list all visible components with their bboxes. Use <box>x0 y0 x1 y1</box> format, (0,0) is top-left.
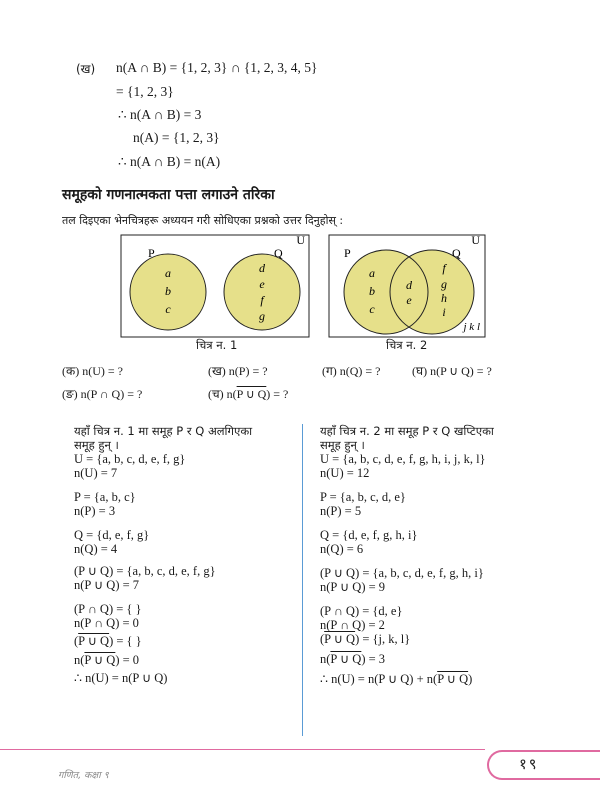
cardinality: n(P ∪ Q) = 9 <box>320 580 386 594</box>
cardinality: n(P ∩ Q) = 0 <box>74 616 139 630</box>
element-label: a <box>165 266 171 280</box>
element-label: e <box>259 277 265 291</box>
universal-label: U <box>296 233 305 247</box>
element-label: f <box>442 261 446 275</box>
set-definition: (P ∩ Q) = {d, e} <box>320 604 403 618</box>
figure-caption: चित्र न. 2 <box>386 338 428 352</box>
figure-caption: चित्र न. 1 <box>196 338 238 352</box>
cardinality: n(U) = 12 <box>320 466 370 480</box>
set-definition: (P ∪ Q) = {j, k, l} <box>320 632 411 646</box>
set-p-label: P <box>344 246 351 260</box>
instruction-text: तल दिइएका भेनचित्रहरू अध्ययन गरी सोधिएका प्रश्नको उत्तर दिनुहोस् : <box>62 214 344 227</box>
set-q-label: Q <box>274 246 283 260</box>
set-q-label: Q <box>452 246 461 260</box>
part-label: (ख) <box>76 62 96 76</box>
cardinality: n(P ∩ Q) = 2 <box>320 618 385 632</box>
element-label: h <box>441 291 447 305</box>
element-label: e <box>406 293 412 307</box>
set-definition: Q = {d, e, f, g} <box>74 528 150 542</box>
footer-rule <box>0 749 485 750</box>
cardinality: n(P ∪ Q) = 3 <box>320 652 386 666</box>
set-definition: Q = {d, e, f, g, h, i} <box>320 528 418 542</box>
set-definition: (P ∪ Q) = { } <box>74 634 142 648</box>
element-label: d <box>406 278 412 292</box>
question-item: (च) n(P ∪ Q) = ? <box>208 387 289 401</box>
universal-label: U <box>471 233 480 247</box>
element-label: g <box>441 277 447 291</box>
venn-diagram-1 <box>118 232 314 340</box>
set-p-label: P <box>148 246 155 260</box>
set-definition: U = {a, b, c, d, e, f, g, h, i, j, k, l} <box>320 452 486 466</box>
question-item: (ग) n(Q) = ? <box>322 364 381 378</box>
set-definition: (P ∩ Q) = { } <box>74 602 142 616</box>
column-divider <box>302 424 303 736</box>
element-label: g <box>259 309 265 323</box>
cardinality: n(Q) = 6 <box>320 542 364 556</box>
set-definition: P = {a, b, c} <box>74 490 136 504</box>
element-label: a <box>369 266 375 280</box>
section-title: समूहको गणनात्मकता पत्ता लगाउने तरिका <box>62 187 275 203</box>
outside-elements: j k l <box>463 321 480 333</box>
equation-line: ∴ n(A ∩ B) = 3 <box>118 107 202 122</box>
cardinality: n(P) = 5 <box>320 504 362 518</box>
set-definition: (P ∪ Q) = {a, b, c, d, e, f, g, h, i} <box>320 566 484 580</box>
set-definition: U = {a, b, c, d, e, f, g} <box>74 452 186 466</box>
set-definition: P = {a, b, c, d, e} <box>320 490 406 504</box>
cardinality: n(P ∪ Q) = 0 <box>74 653 140 667</box>
page-number: १९ <box>519 755 539 773</box>
equation-line: n(A ∩ B) = {1, 2, 3} ∩ {1, 2, 3, 4, 5} <box>116 60 318 75</box>
cardinality: n(P) = 3 <box>74 504 116 518</box>
element-label: i <box>442 305 446 319</box>
question-item: (ङ) n(P ∩ Q) = ? <box>62 387 143 401</box>
cardinality: n(U) = 7 <box>74 466 118 480</box>
cardinality: n(Q) = 4 <box>74 542 118 556</box>
element-label: c <box>165 302 171 316</box>
cardinality: n(P ∪ Q) = 7 <box>74 578 140 592</box>
venn-diagram-2 <box>326 232 490 340</box>
question-item: (ख) n(P) = ? <box>208 364 268 378</box>
footer-book-title: गणित, कक्षा ९ <box>58 770 109 781</box>
element-label: c <box>369 302 375 316</box>
element-label: b <box>369 284 375 298</box>
element-label: d <box>259 261 265 275</box>
equation-line: n(A) = {1, 2, 3} <box>133 130 220 145</box>
element-label: f <box>260 293 264 307</box>
conclusion: ∴ n(U) = n(P ∪ Q) + n(P ∪ Q) <box>320 672 473 686</box>
page-number-badge <box>487 750 600 780</box>
left-solution: यहाँ चित्र न. 1 मा समूह P र Q अलगिएका समूह हुन् । U = {a, b, c, d, e, f, g} n(U) = 7 P = {a, b, c} n(P) = 3 Q = {d, e, f, g} n(Q) = 4 (P ∪ Q) = {a, b, c, d, e, f, g} n(P ∪ Q) = 7 (P ∩ Q) = { } n(P ∩ Q) = 0 (P ∪ Q) = { } n(P ∪ Q) = 0 ∴ n(U) = n(P ∪ Q) <box>74 424 253 685</box>
element-label: b <box>165 284 171 298</box>
equation-line: = {1, 2, 3} <box>116 84 174 99</box>
question-item: (घ) n(P ∪ Q) = ? <box>412 364 492 378</box>
question-item: (क) n(U) = ? <box>62 364 123 378</box>
equation-line: ∴ n(A ∩ B) = n(A) <box>118 154 221 169</box>
conclusion: ∴ n(U) = n(P ∪ Q) <box>74 671 168 685</box>
set-definition: (P ∪ Q) = {a, b, c, d, e, f, g} <box>74 564 216 578</box>
right-solution: यहाँ चित्र न. 2 मा समूह P र Q खप्टिएका समूह हुन् । U = {a, b, c, d, e, f, g, h, i, j, k, l} n(U) = 12 P = {a, b, c, d, e} n(P) = 5 Q = {d, e, f, g, h, i} n(Q) = 6 (P ∪ Q) = {a, b, c, d, e, f, g, h, i} n(P ∪ Q) = 9 (P ∩ Q) = {d, e} n(P ∩ Q) = 2 (P ∪ Q) = {j, k, l} n(P ∪ Q) = 3 ∴ n(U) = n(P ∪ Q) + n(P ∪ Q) <box>320 424 494 686</box>
